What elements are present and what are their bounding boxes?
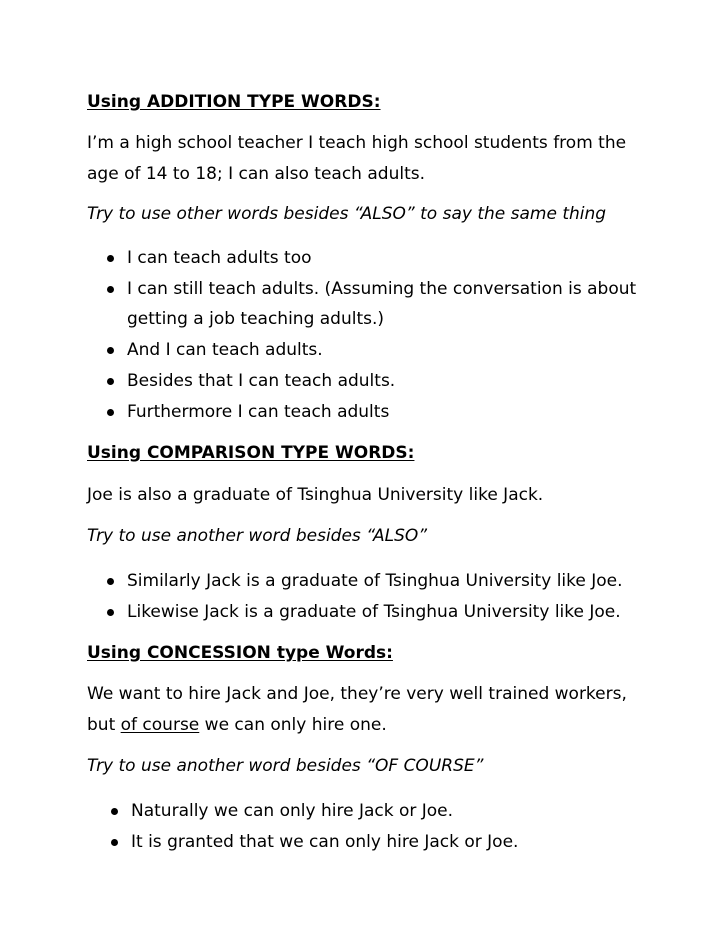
body-text: Joe is also a graduate of Tsinghua University like Jack.	[87, 485, 544, 505]
bullet-dot-icon	[107, 578, 114, 585]
section-heading-concession: Using CONCESSION type Words:	[87, 643, 393, 663]
body-text-part: but	[87, 715, 121, 735]
list-item: I can still teach adults. (Assuming the conversation is about	[127, 279, 637, 299]
section-heading-addition: Using ADDITION TYPE WORDS:	[87, 92, 381, 112]
list-item: Besides that I can teach adults.	[127, 371, 396, 391]
body-text	[87, 715, 387, 735]
exercise-prompt: Try to use another word besides “OF COURSE”	[87, 756, 484, 776]
exercise-prompt: Try to use other words besides “ALSO” to say the same thing	[87, 204, 607, 224]
bullet-dot-icon	[107, 609, 114, 616]
body-text: age of 14 to 18; I can also teach adults.	[87, 164, 425, 184]
list-item: It is granted that we can only hire Jack or Joe.	[131, 832, 519, 852]
body-text: We want to hire Jack and Joe, they’re very well trained workers,	[87, 684, 627, 704]
bullet-dot-icon	[111, 839, 118, 846]
list-item: Similarly Jack is a graduate of Tsinghua University like Joe.	[127, 571, 623, 591]
bullet-dot-icon	[107, 409, 114, 416]
bullet-dot-icon	[107, 286, 114, 293]
list-item: Furthermore I can teach adults	[127, 402, 390, 422]
bullet-dot-icon	[111, 808, 118, 815]
list-item: Naturally we can only hire Jack or Joe.	[131, 801, 454, 821]
body-text: I’m a high school teacher I teach high school students from the	[87, 133, 627, 153]
bullet-dot-icon	[107, 378, 114, 385]
bullet-dot-icon	[107, 347, 114, 354]
section-heading-comparison: Using COMPARISON TYPE WORDS:	[87, 443, 415, 463]
bullet-dot-icon	[107, 255, 114, 262]
exercise-prompt: Try to use another word besides “ALSO”	[87, 526, 428, 546]
list-item-continuation: getting a job teaching adults.)	[127, 309, 385, 329]
underlined-phrase: of course	[120, 715, 200, 735]
list-item: And I can teach adults.	[127, 340, 323, 360]
list-item: Likewise Jack is a graduate of Tsinghua University like Joe.	[127, 602, 621, 622]
list-item: I can teach adults too	[127, 248, 312, 268]
body-text-part: we can only hire one.	[199, 715, 387, 735]
